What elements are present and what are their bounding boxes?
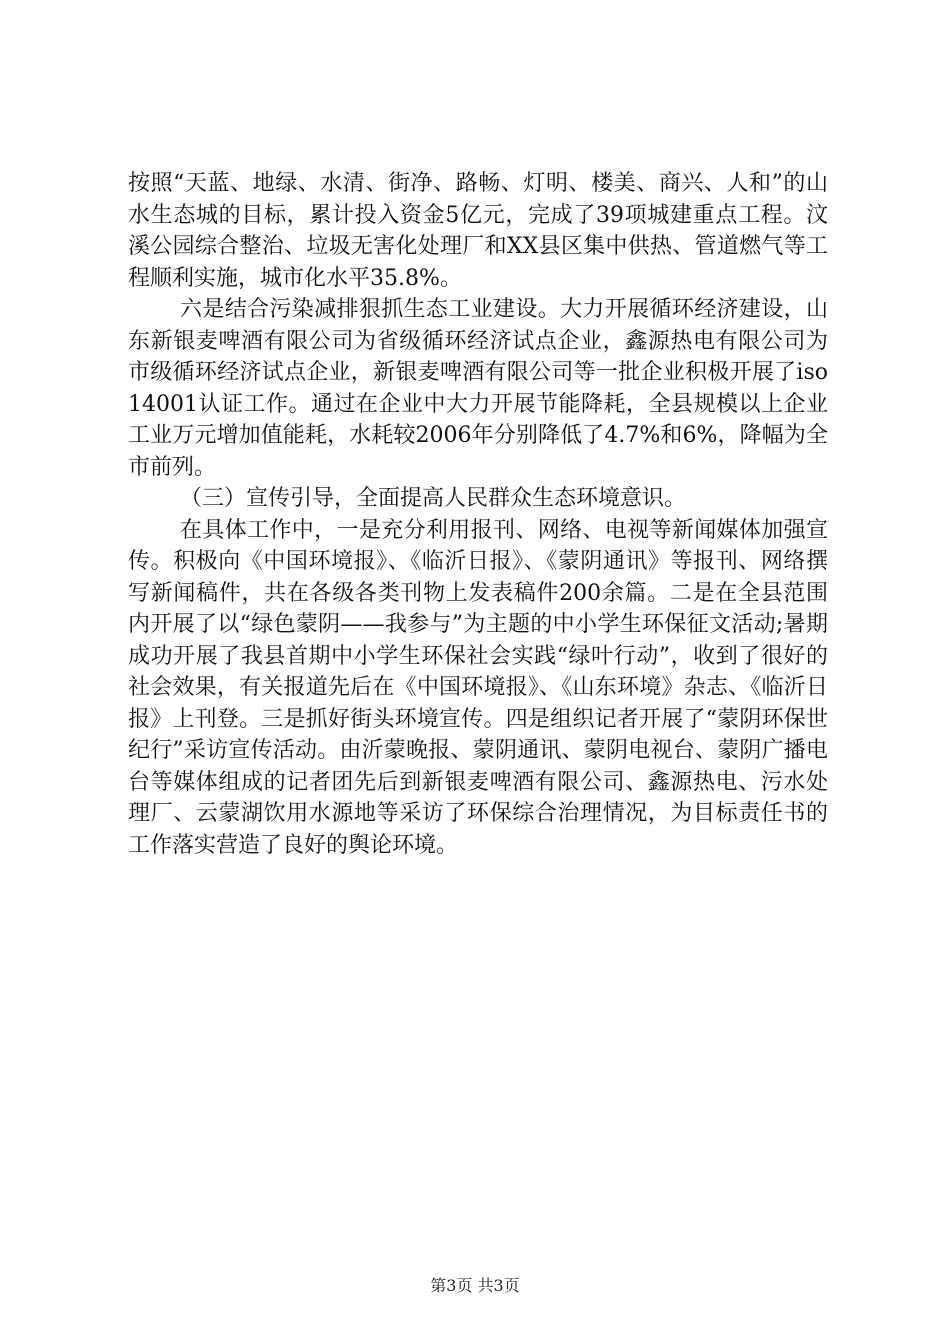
- page-number-footer: 第3页 共3页: [430, 1276, 520, 1295]
- paragraph-urban-construction: 按照“天蓝、地绿、水清、街净、路畅、灯明、楼美、商兴、人和”的山水生态城的目标，累计投入资金5亿元，完成了39项城建重点工程。汶溪公园综合整治、垃圾无害化处理厂和XX县区集中供热、管道燃气等工程顺利实施，城市化水平35.8%。: [128, 171, 828, 291]
- document-body: [128, 168, 828, 861]
- paragraph-publicity-work: 在具体工作中，一是充分利用报刊、网络、电视等新闻媒体加强宣传。积极向《中国环境报》、《临沂日报》、《蒙阴通讯》等报刊、网络撰写新闻稿件，共在各级各类刊物上发表稿件200余篇。二是在全县范围内开展了以“绿色蒙阴——我参与”为主题的中小学生环保征文活动;暑期成功开展了我县首期中小学生环保社会实践“绿叶行动”，收到了很好的社会效果，有关报道先后在《中国环境报》、《山东环境》杂志、《临沂日报》上刊登。三是抓好街头环境宣传。四是组织记者开展了“蒙阴环保世纪行”采访宣传活动。由沂蒙晚报、蒙阴通讯、蒙阴电视台、蒙阴广播电台等媒体组成的记者团先后到新银麦啤酒有限公司、鑫源热电、污水处理厂、云蒙湖饮用水源地等采访了环保综合治理情况，为目标责任书的工作落实营造了良好的舆论环境。: [128, 517, 828, 858]
- section-heading-publicity: （三）宣传引导，全面提高人民群众生态环境意识。: [180, 486, 687, 511]
- paragraph-ecological-industry: 六是结合污染减排狠抓生态工业建设。大力开展循环经济建设，山东新银麦啤酒有限公司为省级循环经济试点企业，鑫源热电有限公司为市级循环经济试点企业，新银麦啤酒有限公司等一批企业积极开展了iso14001认证工作。通过在企业中大力开展节能降耗，全县规模以上企业工业万元增加值能耗，水耗较2006年分别降低了4.7%和6%，降幅为全市前列。: [128, 297, 828, 480]
